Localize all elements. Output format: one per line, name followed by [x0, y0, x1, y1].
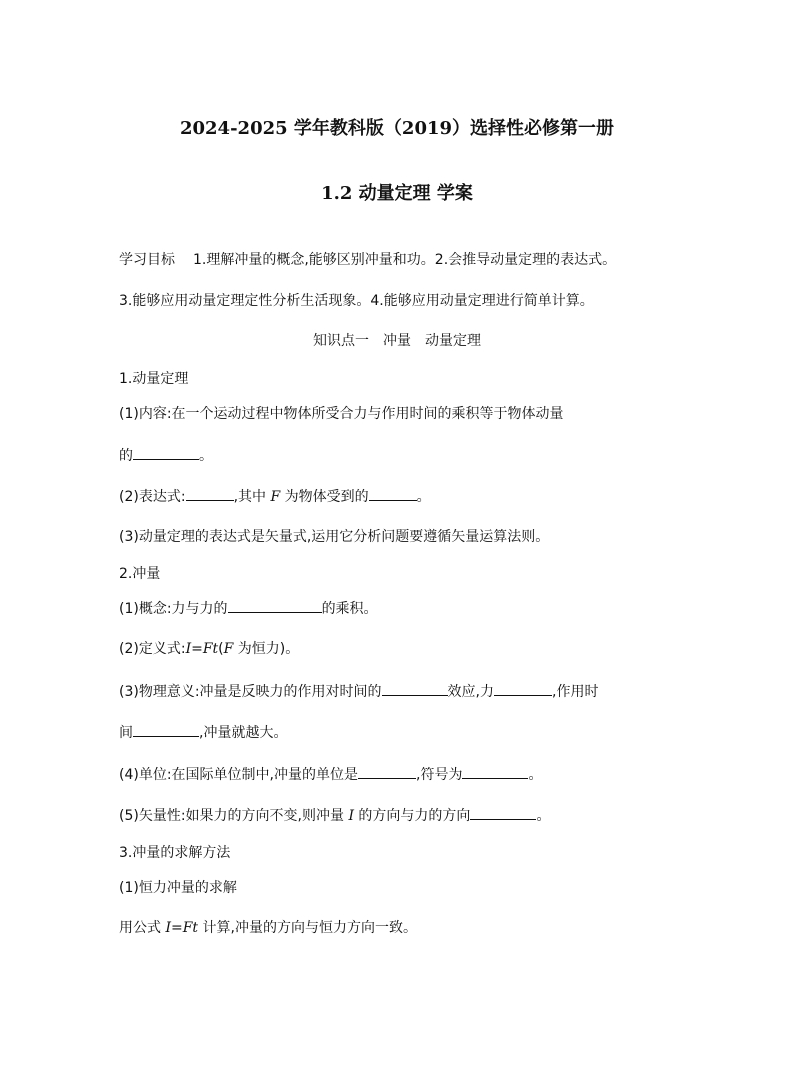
text-segment: 的 [119, 448, 133, 464]
s3-constant-force: (1)恒力冲量的求解 [119, 880, 237, 896]
text-segment: (5)矢量性:如果力的方向不变,则冲量 [119, 808, 349, 824]
objectives-line-1 [119, 250, 616, 270]
document-title: 2024-2025 学年教科版（2019）选择性必修第一册 [179, 118, 615, 139]
s1-vector-rule: (3)动量定理的表达式是矢量式,运用它分析问题要遵循矢量运算法则。 [119, 529, 550, 545]
text-segment: 。 [199, 448, 213, 464]
objectives-label: 学习目标 [119, 252, 175, 268]
symbol-f: F [270, 489, 281, 505]
fill-blank[interactable] [369, 486, 417, 501]
formula: I=Ft [185, 641, 219, 657]
s2-meaning [119, 681, 598, 702]
heading-impulse: 2.冲量 [119, 566, 161, 582]
heading-momentum-theorem: 1.动量定理 [119, 371, 189, 387]
text-segment: (2)定义式: [119, 641, 186, 657]
text-segment: 效应,力 [447, 684, 494, 700]
fill-blank[interactable] [133, 722, 199, 737]
s2-vector [119, 805, 550, 826]
section-heading: 知识点一 冲量 动量定理 [313, 333, 481, 349]
fill-blank[interactable] [133, 445, 199, 460]
symbol-i: I [348, 808, 354, 824]
s2-definition [119, 639, 299, 659]
text-segment: ,其中 [233, 489, 271, 505]
text-segment: 间 [119, 725, 133, 741]
s2-unit [119, 764, 542, 785]
s1-expression [119, 486, 431, 507]
document-subtitle: 1.2 动量定理 学案 [321, 183, 473, 204]
text-segment: 为物体受到的 [280, 489, 369, 505]
fill-blank[interactable] [228, 598, 322, 613]
fill-blank[interactable] [186, 486, 234, 501]
text-segment: ( [218, 641, 224, 657]
text-segment: 的方向与力的方向 [353, 808, 471, 824]
objectives-text-1: 1.理解冲量的概念,能够区别冲量和功。2.会推导动量定理的表达式。 [193, 252, 617, 268]
fill-blank[interactable] [470, 805, 536, 820]
text-segment: 用公式 [119, 920, 166, 936]
text-segment: ,作用时 [552, 684, 599, 700]
text-segment: (3)物理意义:冲量是反映力的作用对时间的 [119, 684, 382, 700]
fill-blank[interactable] [462, 764, 528, 779]
symbol-f: F [223, 641, 234, 657]
s1-content: (1)内容:在一个运动过程中物体所受合力与作用时间的乘积等于物体动量 [119, 406, 564, 422]
s2-meaning-cont [119, 722, 287, 743]
text-segment: 。 [528, 767, 543, 783]
heading-impulse-methods: 3.冲量的求解方法 [119, 845, 231, 861]
formula: I=Ft [165, 920, 199, 936]
text-segment: 计算,冲量的方向与恒力方向一致。 [198, 920, 417, 936]
s2-concept [119, 598, 378, 619]
text-segment: 。 [416, 489, 431, 505]
text-segment: (2)表达式: [119, 489, 186, 505]
fill-blank[interactable] [358, 764, 416, 779]
s3-formula-line [119, 918, 417, 938]
text-segment: 为恒力)。 [233, 641, 300, 657]
text-segment: ,冲量就越大。 [199, 725, 288, 741]
text-segment: 。 [536, 808, 551, 824]
text-segment: (4)单位:在国际单位制中,冲量的单位是 [119, 767, 358, 783]
fill-blank[interactable] [494, 681, 552, 696]
text-segment: 的乘积。 [321, 601, 378, 617]
text-segment: ,符号为 [416, 767, 463, 783]
fill-blank[interactable] [382, 681, 448, 696]
objectives-text-2: 3.能够应用动量定理定性分析生活现象。4.能够应用动量定理进行简单计算。 [119, 293, 594, 309]
text-segment: (1)概念:力与力的 [119, 601, 228, 617]
s1-content-cont [119, 445, 213, 466]
